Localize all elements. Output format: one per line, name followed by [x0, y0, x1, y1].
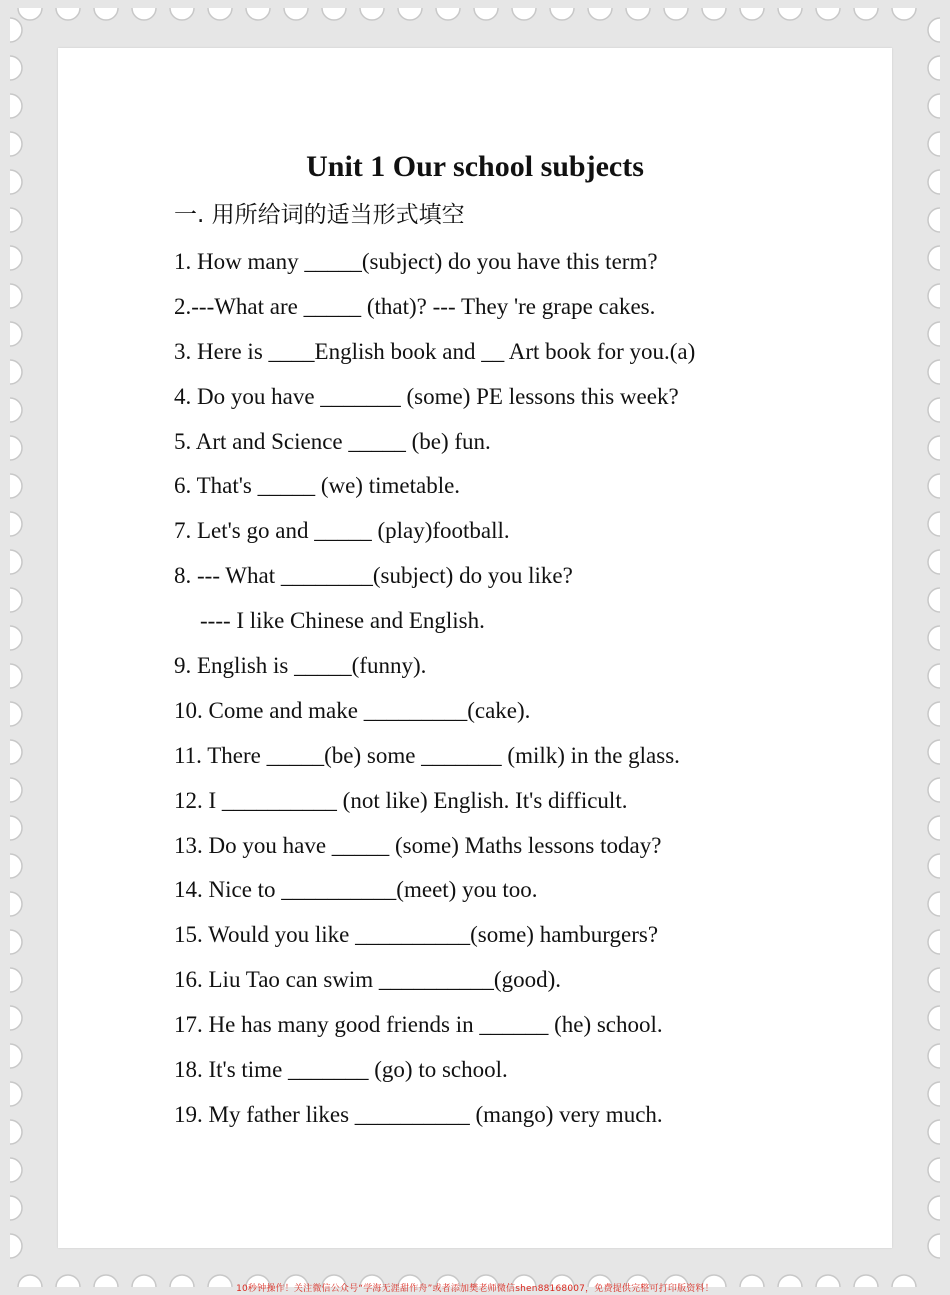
- exercise-item: 18. It's time _______ (go) to school.: [174, 1057, 508, 1083]
- scallop-notch: [10, 94, 22, 118]
- scallop-notch: [928, 664, 940, 688]
- exercise-item: 14. Nice to __________(meet) you too.: [174, 877, 538, 903]
- scallop-notch: [778, 8, 802, 20]
- scallop-notch: [928, 94, 940, 118]
- scallop-notch: [10, 816, 22, 840]
- exercise-item: 1. How many _____(subject) do you have this term?: [174, 249, 658, 274]
- scallop-notch: [928, 1120, 940, 1144]
- scallop-notch: [10, 1196, 22, 1220]
- scallop-notch: [10, 56, 22, 80]
- scallop-notch: [10, 360, 22, 384]
- scallop-notch: [10, 436, 22, 460]
- exercise-item: 9. English is _____(funny).: [174, 653, 427, 679]
- scallop-notch: [474, 8, 498, 20]
- scallop-notch: [132, 8, 156, 20]
- scallop-notch: [10, 398, 22, 422]
- exercise-item: 19. My father likes __________ (mango) very much.: [174, 1101, 663, 1127]
- scallop-notch: [10, 1044, 22, 1068]
- scallop-notch: [10, 512, 22, 536]
- scallop-notch: [10, 550, 22, 574]
- scallop-notch: [18, 8, 42, 20]
- scallop-notch: [928, 1044, 940, 1068]
- scallop-notch: [928, 18, 940, 42]
- scallop-notch: [928, 778, 940, 802]
- scallop-notch: [10, 1082, 22, 1106]
- scallop-notch: [928, 1234, 940, 1258]
- scallop-notch: [928, 1158, 940, 1182]
- scallop-notch: [928, 1082, 940, 1106]
- scallop-notch: [10, 626, 22, 650]
- scallop-notch: [10, 664, 22, 688]
- scallop-notch: [10, 588, 22, 612]
- scallop-notch: [816, 8, 840, 20]
- scallop-notch: [10, 854, 22, 878]
- scallop-notch: [928, 968, 940, 992]
- scallop-notch: [10, 892, 22, 916]
- scallop-notch: [928, 588, 940, 612]
- scallop-notch: [94, 8, 118, 20]
- exercise-item: 13. Do you have _____ (some) Maths lessons today?: [174, 832, 662, 858]
- exercise-item: 16. Liu Tao can swim __________(good).: [174, 967, 562, 993]
- scallop-notch: [246, 8, 270, 20]
- scallop-notch: [928, 1006, 940, 1030]
- scallop-notch: [928, 322, 940, 346]
- exercise-item: 2.---What are _____ (that)? --- They 're grape cakes.: [174, 293, 656, 319]
- scallop-notch: [928, 740, 940, 764]
- exercise-item: 10. Come and make _________(cake).: [174, 697, 531, 723]
- scallop-notch: [928, 474, 940, 498]
- exercise-item: 15. Would you like __________(some) hamburgers?: [174, 922, 659, 948]
- exercise-list: [174, 240, 894, 1138]
- scallop-notch: [928, 702, 940, 726]
- exercise-item: 3. Here is ____English book and __ Art book for you.(a): [174, 338, 696, 364]
- scallop-notch: [854, 8, 878, 20]
- scallop-notch: [512, 8, 536, 20]
- scallop-notch: [10, 284, 22, 308]
- scallop-notch: [588, 8, 612, 20]
- scallop-notch: [170, 8, 194, 20]
- scallop-notch: [928, 1196, 940, 1220]
- scallop-notch: [740, 8, 764, 20]
- exercise-item-answer-line: ---- I like Chinese and English.: [200, 608, 485, 634]
- scallop-notch: [10, 1006, 22, 1030]
- scallop-notch: [928, 246, 940, 270]
- scallop-notch: [10, 18, 22, 42]
- scallop-notch: [928, 398, 940, 422]
- exercise-item: 11. There _____(be) some _______ (milk) in the glass.: [174, 742, 680, 768]
- scallop-notch: [360, 8, 384, 20]
- scallop-notch: [10, 208, 22, 232]
- scallop-notch: [10, 1120, 22, 1144]
- scallop-notch: [10, 1234, 22, 1258]
- scallop-notch: [928, 512, 940, 536]
- scallop-notch: [550, 8, 574, 20]
- scallop-notch: [928, 284, 940, 308]
- scallop-notch: [664, 8, 688, 20]
- scallop-notch: [284, 8, 308, 20]
- scallop-notch: [436, 8, 460, 20]
- scallop-notch: [10, 930, 22, 954]
- scallop-notch: [10, 740, 22, 764]
- scallop-notch: [10, 702, 22, 726]
- scallop-notch: [10, 778, 22, 802]
- exercise-item: 6. That's _____ (we) timetable.: [174, 473, 461, 499]
- scallop-notch: [10, 246, 22, 270]
- exercise-item: 4. Do you have _______ (some) PE lessons this week?: [174, 383, 679, 409]
- scallop-notch: [892, 8, 916, 20]
- section-heading: 一. 用所给词的适当形式填空: [174, 202, 465, 228]
- exercise-item: 8. --- What ________(subject) do you like?: [174, 563, 573, 589]
- scallop-notch: [10, 474, 22, 498]
- scallop-notch: [208, 8, 232, 20]
- scallop-notch: [928, 360, 940, 384]
- scallop-notch: [928, 626, 940, 650]
- scallop-notch: [626, 8, 650, 20]
- scallop-notch: [928, 436, 940, 460]
- scallop-notch: [928, 56, 940, 80]
- scallop-notch: [928, 930, 940, 954]
- exercise-item: 12. I __________ (not like) English. It's difficult.: [174, 787, 628, 813]
- footer-note: 10秒钟操作！关注微信公众号“学海无涯甜作舟”或者添加樊老师微信shen88168007，免费提供完整可打印版资料！: [236, 1284, 714, 1294]
- exercise-item: 7. Let's go and _____ (play)football.: [174, 518, 510, 544]
- page-title: Unit 1 Our school subjects: [306, 150, 644, 183]
- exercise-item: 5. Art and Science _____ (be) fun.: [174, 428, 491, 454]
- scallop-notch: [928, 550, 940, 574]
- scallop-notch: [10, 322, 22, 346]
- scallop-notch: [928, 854, 940, 878]
- exercise-item: 17. He has many good friends in ______ (he) school.: [174, 1012, 663, 1038]
- scallop-notch: [56, 8, 80, 20]
- scallop-notch: [322, 8, 346, 20]
- scallop-notch: [928, 892, 940, 916]
- scallop-notch: [702, 8, 726, 20]
- scallop-notch: [928, 816, 940, 840]
- scallop-notch: [398, 8, 422, 20]
- scallop-notch: [10, 1158, 22, 1182]
- scallop-notch: [928, 208, 940, 232]
- scallop-notch: [10, 968, 22, 992]
